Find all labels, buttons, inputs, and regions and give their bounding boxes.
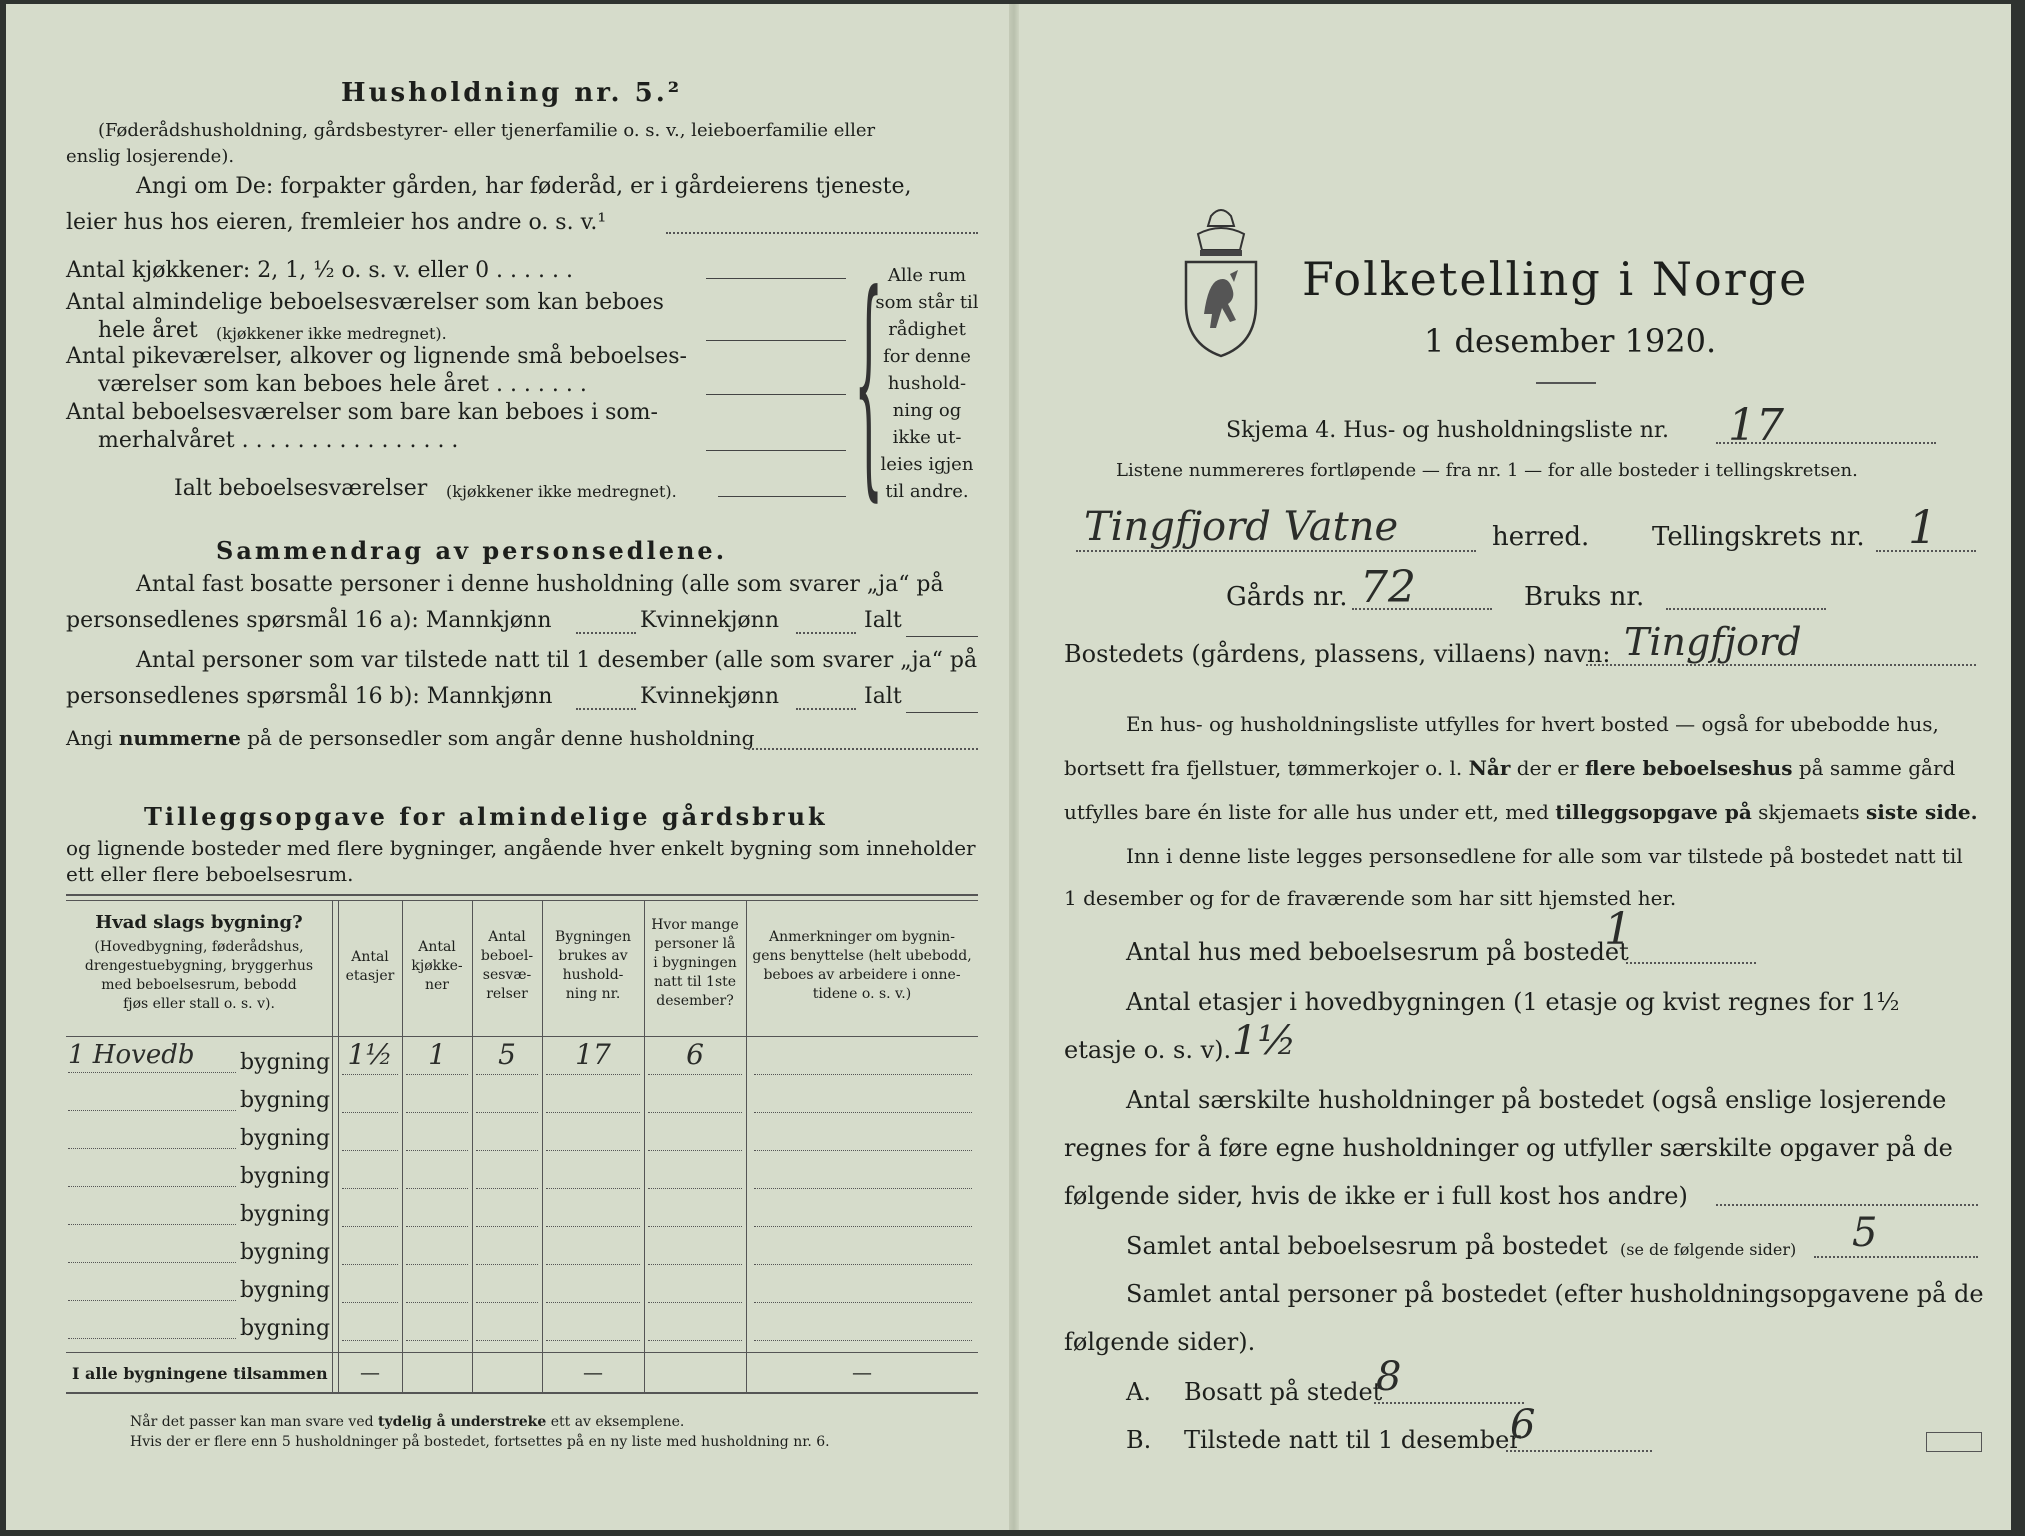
row-cell-line bbox=[476, 1302, 538, 1303]
a-line bbox=[1374, 1402, 1524, 1404]
row-cell-line bbox=[648, 1112, 742, 1113]
s1-ialt-line bbox=[906, 636, 978, 637]
row-cell-line bbox=[406, 1188, 468, 1189]
row-cell-line bbox=[648, 1188, 742, 1189]
s2-kvinne: Kvinnekjønn bbox=[640, 684, 779, 709]
samlet-pers-2: følgende sider). bbox=[1064, 1328, 1256, 1356]
col6-head-line: Hvor mange bbox=[651, 917, 739, 933]
s2-text: Antal personer som var tilstede natt til 1 desember (alle som svarer „ja“ på bbox=[136, 648, 978, 673]
pike-line bbox=[706, 394, 846, 395]
row-cell-line bbox=[476, 1226, 538, 1227]
row-bygning-label: bygning bbox=[240, 1202, 331, 1227]
s2-ialt-line bbox=[906, 712, 978, 713]
a-value: 8 bbox=[1376, 1354, 1402, 1400]
row-cell-line bbox=[342, 1302, 398, 1303]
col4-head-line: Antal bbox=[488, 929, 526, 945]
left-page bbox=[6, 4, 1010, 1530]
para2-1: Inn i denne liste legges personsedlene for alle som var tilstede på bostedet natt til bbox=[1126, 844, 1963, 868]
row-cell-line bbox=[648, 1150, 742, 1151]
s1-kvinne-line bbox=[796, 632, 856, 634]
brace-line: ning og bbox=[892, 400, 962, 421]
col2-head bbox=[338, 948, 402, 986]
row-cell-line bbox=[406, 1150, 468, 1151]
tillegg-text-2: ett eller flere beboelsesrum. bbox=[66, 862, 354, 886]
saerskilte-3: følgende sider, hvis de ikke er i full kost hos andre) bbox=[1064, 1182, 1688, 1210]
b-value: 6 bbox=[1510, 1402, 1536, 1448]
saerskilte-1: Antal særskilte husholdninger på bostedet (også enslige losjerende bbox=[1126, 1086, 1947, 1114]
s2-kvinne-line bbox=[796, 708, 856, 710]
form-title: Folketelling i Norge bbox=[1302, 252, 1809, 306]
title-rule bbox=[1536, 382, 1596, 384]
row-anmerkning-line bbox=[754, 1112, 972, 1113]
samlet-pers-1: Samlet antal personer på bostedet (efter husholdningsopgavene på de bbox=[1126, 1280, 1984, 1308]
col2-head-line: Antal bbox=[351, 949, 389, 965]
kjokkener-line bbox=[706, 278, 846, 279]
angi-text-2: leier hus hos eieren, fremleier hos andre o. s. v.¹ bbox=[66, 210, 607, 235]
row-cell-line bbox=[546, 1150, 640, 1151]
row-cell-line bbox=[476, 1150, 538, 1151]
col7-head-line: beboes av arbeidere i onne- bbox=[763, 967, 961, 983]
herred-label: herred. bbox=[1492, 522, 1590, 552]
row-bygning-label: bygning bbox=[240, 1050, 331, 1075]
row-anmerkning-line bbox=[754, 1150, 972, 1151]
row-cell-etasjer: 1½ bbox=[347, 1038, 393, 1071]
census-sheet bbox=[6, 4, 2011, 1530]
table-top-rule-2 bbox=[66, 900, 978, 901]
col3-head bbox=[402, 938, 472, 995]
samlet-rum-line bbox=[1814, 1256, 1978, 1258]
row-bygning-label: bygning bbox=[240, 1164, 331, 1189]
row-cell-line bbox=[546, 1112, 640, 1113]
angi-answer-line bbox=[666, 232, 978, 234]
row-building-name: 1 Hovedb bbox=[68, 1040, 195, 1070]
col1-head-line: fjøs eller stall o. s. v). bbox=[123, 996, 275, 1012]
col-divider bbox=[332, 900, 333, 1392]
row-cell-line bbox=[342, 1150, 398, 1151]
col5-head bbox=[542, 928, 644, 1004]
tillegg-text: og lignende bosteder med flere bygninger, angående hver enkelt bygning som inneholder bbox=[66, 836, 976, 860]
sammendrag-title: Sammendrag av personsedlene. bbox=[216, 536, 728, 565]
col1-head bbox=[66, 938, 332, 1014]
angi-nummer-b: nummerne bbox=[118, 726, 241, 750]
col5-head-line: brukes av bbox=[558, 948, 628, 964]
para1-3 bbox=[1064, 800, 1978, 824]
row-anmerkning-line bbox=[754, 1264, 972, 1265]
para1-2c: der er bbox=[1516, 756, 1579, 780]
footnote-1c: ett av eksemplene. bbox=[550, 1414, 685, 1430]
bruks-line bbox=[1666, 608, 1826, 610]
row-cell-line bbox=[648, 1340, 742, 1341]
row-bygning-label: bygning bbox=[240, 1240, 331, 1265]
brace-line: for denne bbox=[883, 346, 971, 367]
col6-head-line: desember? bbox=[656, 993, 734, 1009]
ialt-beb-line bbox=[718, 496, 846, 497]
para2-2: 1 desember og for de fraværende som har sitt hjemsted her. bbox=[1064, 886, 1677, 910]
tellingskrets-nr: 1 bbox=[1908, 500, 1938, 554]
pike-label-2: værelser som kan beboes hele året . . . . . . . bbox=[98, 372, 587, 397]
table-head-rule bbox=[66, 1036, 978, 1037]
gards-line bbox=[1352, 608, 1492, 610]
tellingskrets-line bbox=[1876, 550, 1976, 552]
hus-value: 1 bbox=[1604, 904, 1632, 955]
para1-3c: skjemaets bbox=[1758, 800, 1860, 824]
kjokkener-label: Antal kjøkkener: 2, 1, ½ o. s. v. eller 0 . . . . . . bbox=[66, 258, 573, 283]
col4-head-line: relser bbox=[486, 986, 528, 1002]
row-anmerkning-line bbox=[754, 1188, 972, 1189]
table-top-rule bbox=[66, 894, 978, 896]
row-cell-line bbox=[546, 1340, 640, 1341]
col6-head-line: personer lå bbox=[654, 936, 736, 952]
almindelige-label: Antal almindelige beboelsesværelser som kan beboes bbox=[66, 290, 664, 315]
angi-nummer-line bbox=[748, 748, 978, 750]
hus-label: Antal hus med beboelsesrum på bostedet bbox=[1126, 938, 1629, 966]
col5-head-line: hushold- bbox=[562, 967, 624, 983]
row-cell-line bbox=[342, 1188, 398, 1189]
row-cell-hushold: 17 bbox=[575, 1038, 611, 1071]
s2-text-2: personsedlenes spørsmål 16 b): Mannkjønn bbox=[66, 684, 553, 709]
angi-nummer bbox=[66, 726, 754, 750]
husholdning-title: Husholdning nr. 5.² bbox=[341, 78, 683, 108]
row-bygning-label: bygning bbox=[240, 1126, 331, 1151]
brace-line: som står til bbox=[875, 292, 979, 313]
husholdning-note-2: enslig losjerende). bbox=[66, 146, 235, 167]
row-name-line bbox=[68, 1110, 236, 1111]
bostedet-value: Tingfjord bbox=[1624, 620, 1802, 664]
brace-text bbox=[872, 262, 982, 505]
listene-note: Listene nummereres fortløpende — fra nr. 1 — for alle bosteder i tellingskretsen. bbox=[1116, 460, 1858, 481]
row-cell-line bbox=[406, 1302, 468, 1303]
row-cell-vaerelser: 5 bbox=[498, 1038, 516, 1071]
row-name-line bbox=[68, 1148, 236, 1149]
table-total-rule bbox=[66, 1352, 978, 1353]
row-cell-line bbox=[546, 1302, 640, 1303]
row-cell-line bbox=[406, 1264, 468, 1265]
row-cell-line bbox=[476, 1074, 538, 1075]
brace-line: rådighet bbox=[888, 319, 966, 340]
row-cell-kjokken: 1 bbox=[428, 1038, 446, 1071]
col2-head-line: etasjer bbox=[345, 968, 395, 984]
total-label: I alle bygningene tilsammen bbox=[72, 1364, 328, 1383]
gards-nr: 72 bbox=[1360, 562, 1416, 613]
sommer-label: Antal beboelsesværelser som bare kan beboes i som- bbox=[66, 400, 658, 425]
brace-line: Alle rum bbox=[887, 265, 967, 286]
para1-2d: flere beboelseshus bbox=[1585, 756, 1793, 780]
s1-text: Antal fast bosatte personer i denne husholdning (alle som svarer „ja“ på bbox=[136, 572, 944, 597]
a-label: A. bbox=[1126, 1378, 1151, 1406]
row-anmerkning-line bbox=[754, 1074, 972, 1075]
col1-head-line: drengestuebygning, bryggerhus bbox=[84, 958, 314, 974]
bostedet-line bbox=[1586, 664, 1976, 666]
row-bygning-label: bygning bbox=[240, 1316, 331, 1341]
total-etasjer: — bbox=[360, 1360, 380, 1384]
almindelige-label-2: hele året bbox=[98, 318, 198, 343]
col3-head-line: Antal bbox=[418, 939, 456, 955]
para1-1: En hus- og husholdningsliste utfylles for hvert bosted — også for ubebodde hus, bbox=[1126, 712, 1939, 736]
s1-text-2: personsedlenes spørsmål 16 a): Mannkjønn bbox=[66, 608, 552, 633]
col6-head-line: i bygningen bbox=[653, 955, 737, 971]
row-cell-line bbox=[406, 1074, 468, 1075]
para1-2 bbox=[1064, 756, 1955, 780]
row-anmerkning-line bbox=[754, 1340, 972, 1341]
row-cell-line bbox=[476, 1112, 538, 1113]
para1-2a: bortsett fra fjellstuer, tømmerkojer o. l. bbox=[1064, 756, 1463, 780]
col4-head-line: sesvæ- bbox=[482, 967, 532, 983]
saerskilte-2: regnes for å føre egne husholdninger og utfyller særskilte opgaver på de bbox=[1064, 1134, 1953, 1162]
brace: { bbox=[854, 241, 884, 522]
row-cell-line bbox=[342, 1340, 398, 1341]
saerskilte-line bbox=[1716, 1204, 1978, 1206]
row-name-line bbox=[68, 1262, 236, 1263]
almindelige-note: (kjøkkener ikke medregnet). bbox=[216, 324, 447, 343]
col5-head-line: Bygningen bbox=[555, 929, 631, 945]
col7-head-line: tidene o. s. v.) bbox=[812, 986, 912, 1002]
angi-nummer-c: på de personsedler som angår denne husholdning bbox=[247, 726, 755, 750]
para1-2e: på samme gård bbox=[1798, 756, 1956, 780]
tellingskrets-label: Tellingskrets nr. bbox=[1652, 522, 1865, 552]
etasjer-label-2: etasje o. s. v). bbox=[1064, 1036, 1232, 1064]
herred-value: Tingfjord Vatne bbox=[1084, 504, 1399, 550]
bostedet-label: Bostedets (gårdens, plassens, villaens) navn: bbox=[1064, 640, 1611, 668]
row-bygning-label: bygning bbox=[240, 1278, 331, 1303]
ialt-beb-label: Ialt beboelsesværelser bbox=[174, 476, 428, 501]
right-page bbox=[1016, 4, 2011, 1530]
total-anmerkning: — bbox=[852, 1360, 872, 1384]
bruks-label: Bruks nr. bbox=[1524, 582, 1645, 612]
ialt-beb-note: (kjøkkener ikke medregnet). bbox=[446, 482, 677, 501]
row-name-line bbox=[68, 1338, 236, 1339]
para1-2b: Når bbox=[1468, 756, 1511, 780]
total-hushold: — bbox=[583, 1360, 603, 1384]
hus-line bbox=[1626, 962, 1756, 964]
row-cell-line bbox=[476, 1264, 538, 1265]
table-bottom-rule bbox=[66, 1392, 978, 1394]
para1-3d: siste side. bbox=[1865, 800, 1978, 824]
row-cell-personer: 6 bbox=[686, 1038, 704, 1071]
col1-head-line: med beboelsesrum, bebodd bbox=[101, 977, 297, 993]
husholdning-note: (Føderådshusholdning, gårdsbestyrer- eller tjenerfamilie o. s. v., leieboerfamilie eller bbox=[98, 120, 876, 141]
s1-kvinne: Kvinnekjønn bbox=[640, 608, 779, 633]
angi-nummer-a: Angi bbox=[66, 726, 113, 750]
row-cell-line bbox=[342, 1112, 398, 1113]
col3-head-line: ner bbox=[425, 977, 449, 993]
row-cell-line bbox=[648, 1264, 742, 1265]
row-cell-line bbox=[546, 1264, 640, 1265]
row-bygning-label: bygning bbox=[240, 1088, 331, 1113]
s1-ialt: Ialt bbox=[864, 608, 902, 633]
para1-3b: tilleggsopgave på bbox=[1555, 800, 1752, 824]
brace-line: hushold- bbox=[887, 373, 967, 394]
skjema-nr: 17 bbox=[1728, 400, 1784, 451]
col1-head-line: (Hovedbygning, føderådshus, bbox=[94, 939, 304, 955]
col4-head bbox=[472, 928, 542, 1004]
footnote-1a: Når det passer kan man svare ved bbox=[130, 1414, 374, 1430]
row-cell-line bbox=[342, 1226, 398, 1227]
footnote-1b: tydelig å understreke bbox=[378, 1414, 547, 1430]
row-cell-line bbox=[406, 1226, 468, 1227]
a-text: Bosatt på stedet bbox=[1184, 1378, 1383, 1406]
etasjer-label: Antal etasjer i hovedbygningen (1 etasje og kvist regnes for 1½ bbox=[1126, 988, 1900, 1016]
b-text: Tilstede natt til 1 desember bbox=[1184, 1426, 1521, 1454]
row-cell-line bbox=[406, 1340, 468, 1341]
almindelige-line bbox=[706, 340, 846, 341]
gards-label: Gårds nr. bbox=[1226, 582, 1348, 612]
col7-head-line: gens benyttelse (helt ubebodd, bbox=[752, 948, 972, 964]
footnote-2: Hvis der er flere enn 5 husholdninger på bostedet, fortsettes på en ny liste med husholdning nr. 6. bbox=[130, 1434, 830, 1450]
sommer-line bbox=[706, 450, 846, 451]
brace-line: ikke ut- bbox=[892, 427, 962, 448]
row-cell-line bbox=[342, 1074, 398, 1075]
tillegg-title: Tilleggsopgave for almindelige gårdsbruk bbox=[144, 802, 828, 831]
col4-head-line: beboel- bbox=[480, 948, 534, 964]
col1-head-bold: Hvad slags bygning? bbox=[95, 912, 303, 933]
etasjer-value: 1½ bbox=[1232, 1018, 1297, 1064]
pike-label: Antal pikeværelser, alkover og lignende små beboelses- bbox=[66, 344, 687, 369]
col6-head bbox=[644, 916, 746, 1011]
b-line bbox=[1506, 1450, 1652, 1452]
brace-line: leies igjen bbox=[880, 454, 974, 475]
row-cell-line bbox=[476, 1188, 538, 1189]
row-cell-line bbox=[648, 1302, 742, 1303]
samlet-rum-label: Samlet antal beboelsesrum på bostedet bbox=[1126, 1232, 1608, 1260]
row-anmerkning-line bbox=[754, 1302, 972, 1303]
col7-head-line: Anmerkninger om bygnin- bbox=[769, 929, 955, 945]
para1-3a: utfylles bare én liste for alle hus under ett, med bbox=[1064, 800, 1549, 824]
samlet-rum-note: (se de følgende sider) bbox=[1620, 1240, 1797, 1259]
row-cell-line bbox=[546, 1226, 640, 1227]
col5-head-line: ning nr. bbox=[565, 986, 621, 1002]
skjema-label: Skjema 4. Hus- og husholdningsliste nr. bbox=[1226, 418, 1669, 443]
brace-line: til andre. bbox=[885, 481, 969, 502]
row-cell-line bbox=[648, 1074, 742, 1075]
samlet-rum-value: 5 bbox=[1852, 1210, 1878, 1256]
b-label: B. bbox=[1126, 1426, 1152, 1454]
row-cell-line bbox=[546, 1188, 640, 1189]
row-cell-line bbox=[546, 1074, 640, 1075]
s2-ialt: Ialt bbox=[864, 684, 902, 709]
row-name-line bbox=[68, 1186, 236, 1187]
col3-head-line: kjøkke- bbox=[411, 958, 463, 974]
footnote-1 bbox=[130, 1414, 684, 1430]
coat-of-arms-icon bbox=[1176, 204, 1266, 364]
col6-head-line: natt til 1ste bbox=[653, 974, 737, 990]
row-cell-line bbox=[342, 1264, 398, 1265]
row-name-line bbox=[68, 1300, 236, 1301]
row-cell-line bbox=[476, 1340, 538, 1341]
s2-mann-line bbox=[576, 708, 636, 710]
row-cell-line bbox=[648, 1226, 742, 1227]
row-cell-line bbox=[406, 1112, 468, 1113]
form-date: 1 desember 1920. bbox=[1424, 322, 1717, 360]
col7-head bbox=[746, 928, 978, 1004]
printer-stamp bbox=[1926, 1432, 1982, 1452]
angi-text: Angi om De: forpakter gården, har føderåd, er i gårdeierens tjeneste, bbox=[136, 174, 912, 199]
s1-mann-line bbox=[576, 632, 636, 634]
row-name-line bbox=[68, 1072, 236, 1073]
row-name-line bbox=[68, 1224, 236, 1225]
herred-line bbox=[1076, 550, 1476, 552]
row-anmerkning-line bbox=[754, 1226, 972, 1227]
sommer-label-2: merhalvåret . . . . . . . . . . . . . . . . bbox=[98, 428, 459, 453]
